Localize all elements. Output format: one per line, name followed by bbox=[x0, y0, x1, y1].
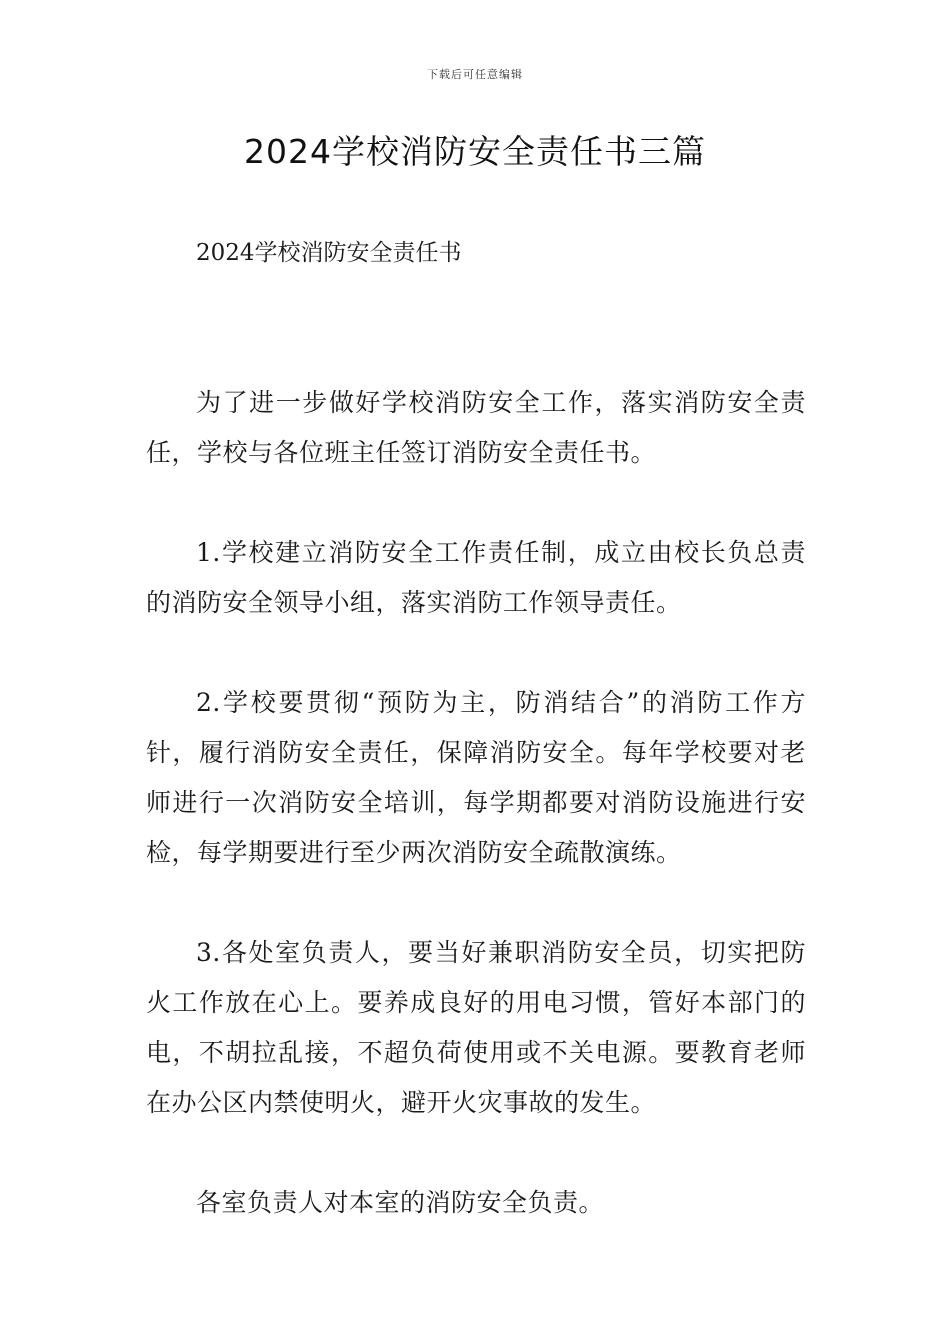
header-note: 下载后可任意编辑 bbox=[427, 68, 523, 81]
paragraph-intro: 为了进一步做好学校消防安全工作，落实消防安全责任，学校与各位班主任签订消防安全责任书。 bbox=[146, 388, 806, 467]
paragraph-item-1: 1.学校建立消防安全工作责任制，成立由校长负总责的消防安全领导小组，落实消防工作领导责任。 bbox=[146, 538, 806, 617]
document-title: 2024学校消防安全责任书三篇 bbox=[244, 132, 706, 171]
document-subtitle: 2024学校消防安全责任书 bbox=[196, 240, 462, 266]
document-body bbox=[146, 378, 806, 1278]
paragraph-closing: 各室负责人对本室的消防安全负责。 bbox=[196, 1188, 605, 1217]
paragraph-item-2: 2.学校要贯彻“预防为主，防消结合”的消防工作方针，履行消防安全责任，保障消防安全。每年学校要对老师进行一次消防安全培训，每学期都要对消防设施进行安检，每学期要进行至少两次消防安全疏散演练。 bbox=[146, 688, 806, 867]
paragraph-item-3: 3.各处室负责人，要当好兼职消防安全员，切实把防火工作放在心上。要养成良好的用电习惯，管好本部门的电，不胡拉乱接，不超负荷使用或不关电源。要教育老师在办公区内禁使明火，避开火灾事故的发生。 bbox=[146, 938, 806, 1117]
